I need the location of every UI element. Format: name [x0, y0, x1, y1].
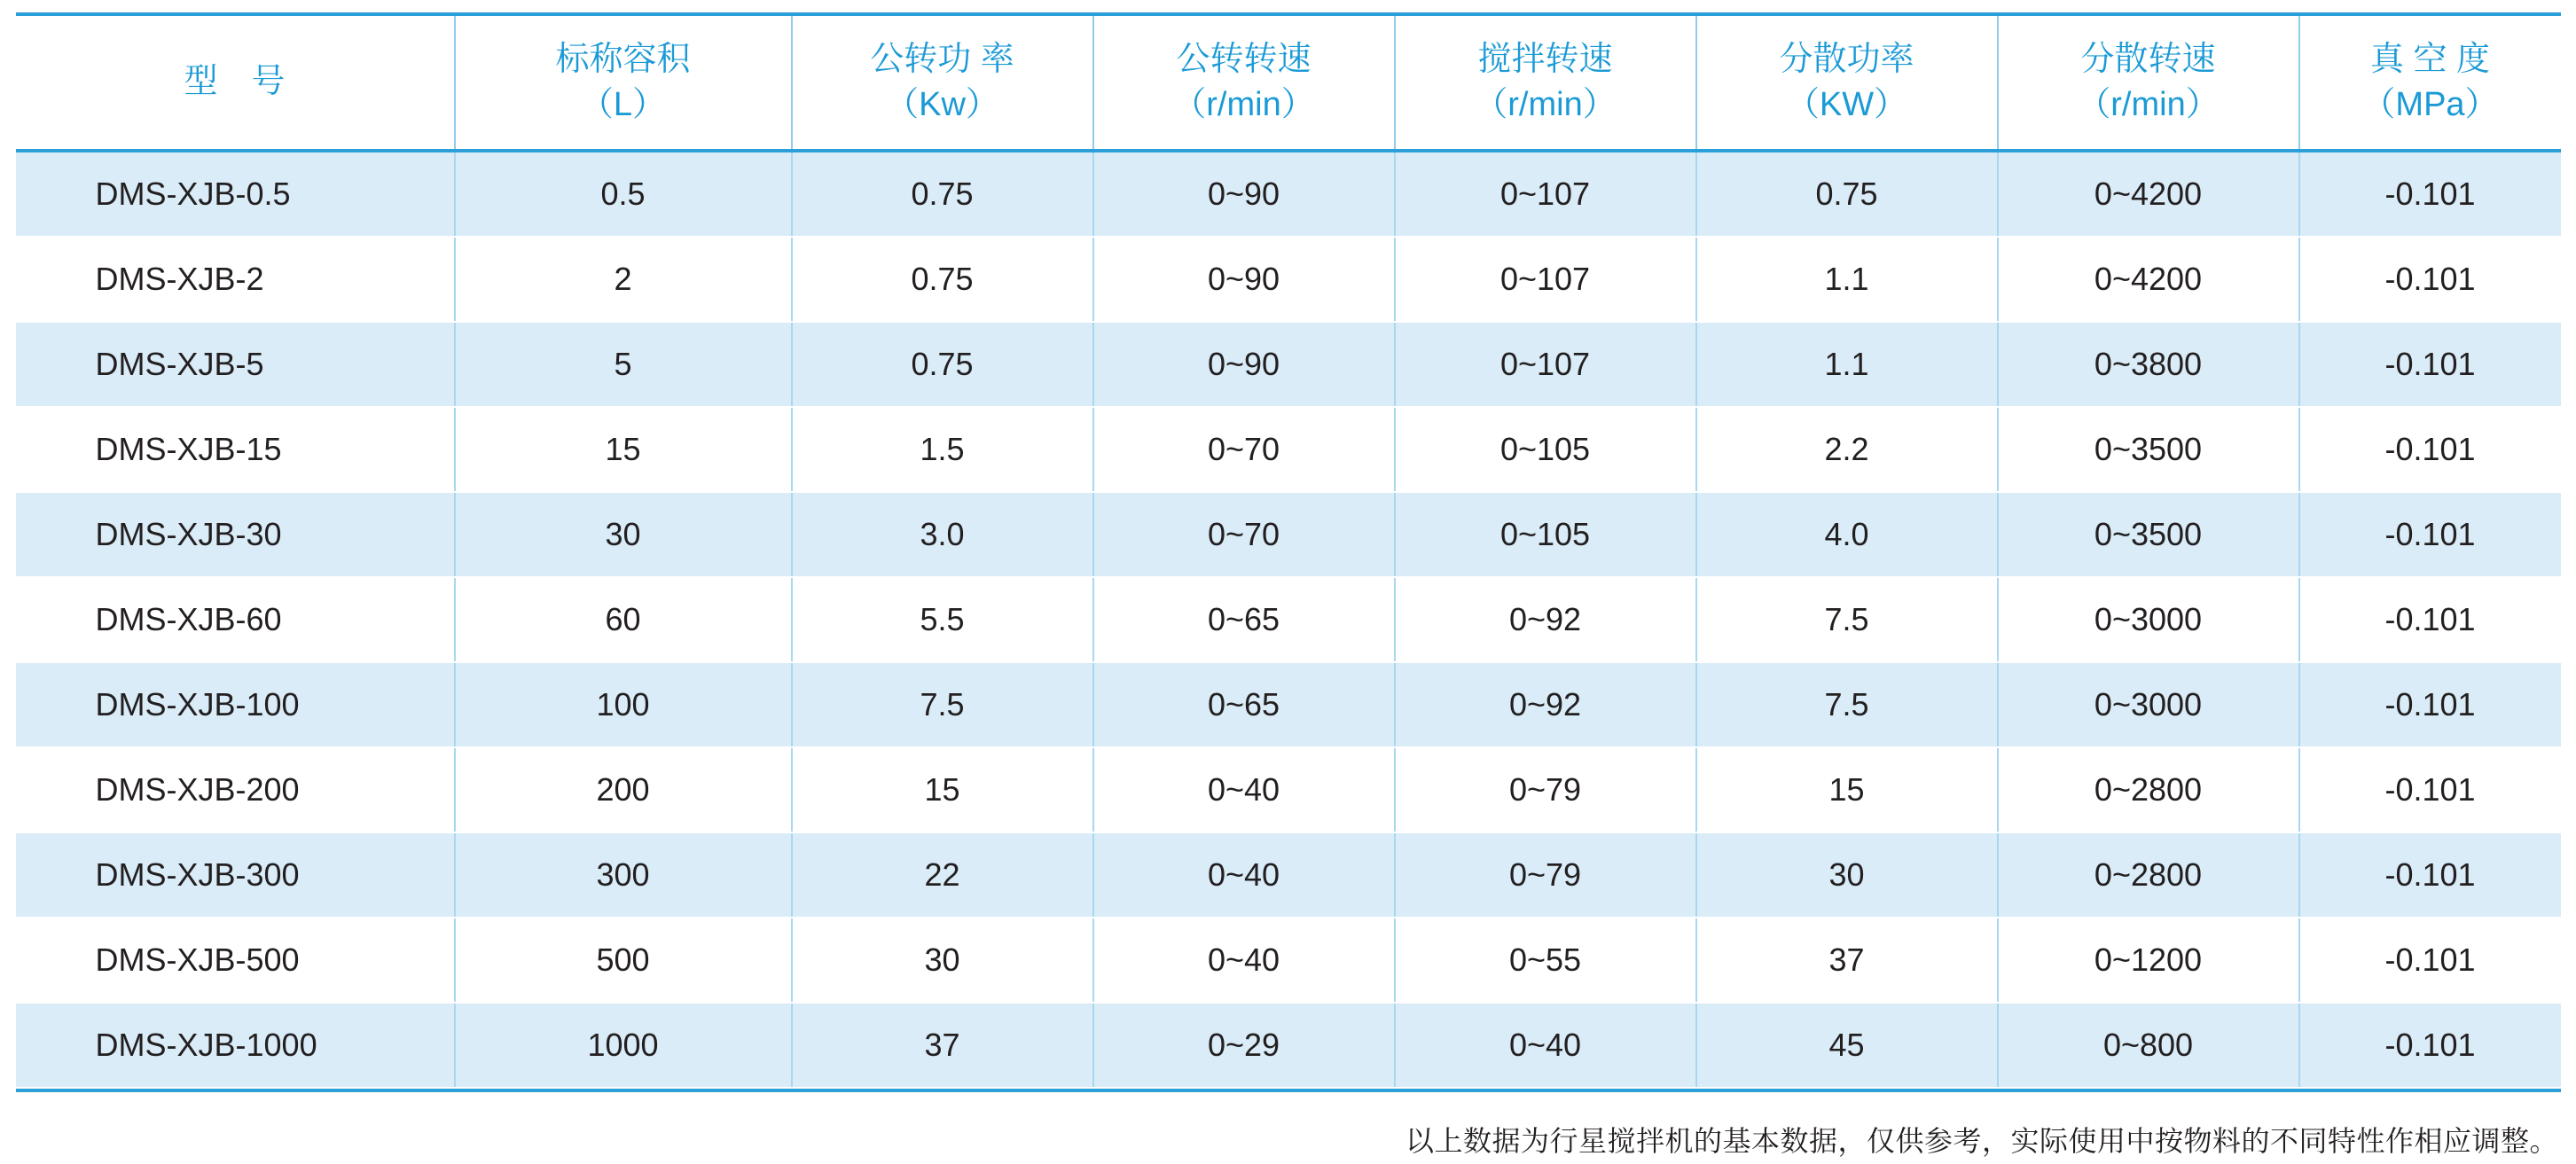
cell-mixing-speed: 0~92	[1395, 577, 1696, 662]
cell-dispersing-speed: 0~2800	[1998, 832, 2299, 918]
cell-dispersing-speed: 0~4200	[1998, 152, 2299, 237]
header-line-2: （KW）	[1785, 86, 1908, 123]
cell-revolution-speed: 0~90	[1093, 152, 1395, 237]
spec-sheet	[0, 12, 2576, 1164]
cell-dispersing-power: 1.1	[1696, 237, 1998, 322]
cell-nominal-volume: 15	[455, 407, 792, 492]
header-line-1: 标称容积	[555, 40, 691, 78]
cell-revolution-speed: 0~90	[1093, 237, 1395, 322]
cell-model: DMS-XJB-0.5	[16, 152, 455, 237]
cell-revolution-speed: 0~70	[1093, 492, 1395, 577]
table-row	[16, 322, 2561, 407]
cell-dispersing-speed: 0~3800	[1998, 322, 2299, 407]
cell-dispersing-power: 4.0	[1696, 492, 1998, 577]
cell-model: DMS-XJB-60	[16, 577, 455, 662]
cell-mixing-speed: 0~40	[1395, 1003, 1696, 1088]
table-row	[16, 492, 2561, 577]
table-bottom-rule	[16, 1089, 2561, 1092]
cell-vacuum-degree: -0.101	[2299, 407, 2561, 492]
cell-revolution-power: 37	[792, 1003, 1093, 1088]
cell-revolution-speed: 0~70	[1093, 407, 1395, 492]
cell-mixing-speed: 0~55	[1395, 918, 1696, 1003]
cell-revolution-speed: 0~40	[1093, 747, 1395, 832]
header-line-1: 搅拌转速	[1477, 40, 1613, 78]
header-line-1: 公转转速	[1176, 40, 1311, 78]
cell-nominal-volume: 30	[455, 492, 792, 577]
cell-vacuum-degree: -0.101	[2299, 918, 2561, 1003]
cell-vacuum-degree: -0.101	[2299, 662, 2561, 747]
header-line-1: 型 号	[184, 63, 286, 101]
cell-dispersing-speed: 0~4200	[1998, 237, 2299, 322]
cell-nominal-volume: 2	[455, 237, 792, 322]
cell-vacuum-degree: -0.101	[2299, 322, 2561, 407]
cell-mixing-speed: 0~107	[1395, 322, 1696, 407]
header-line-2: （Kw）	[885, 86, 999, 123]
cell-dispersing-power: 37	[1696, 918, 1998, 1003]
table-header	[16, 16, 2561, 149]
column-header-mixing-speed	[1395, 16, 1696, 149]
cell-mixing-speed: 0~107	[1395, 237, 1696, 322]
table-row	[16, 662, 2561, 747]
cell-revolution-speed: 0~40	[1093, 918, 1395, 1003]
table-row	[16, 407, 2561, 492]
cell-vacuum-degree: -0.101	[2299, 492, 2561, 577]
table-body	[16, 152, 2561, 1088]
column-header-revolution-speed	[1093, 16, 1395, 149]
table-row	[16, 577, 2561, 662]
column-header-vacuum-degree	[2299, 16, 2561, 149]
cell-revolution-power: 1.5	[792, 407, 1093, 492]
cell-revolution-power: 0.75	[792, 322, 1093, 407]
cell-model: DMS-XJB-200	[16, 747, 455, 832]
cell-dispersing-power: 15	[1696, 747, 1998, 832]
header-line-1: 真 空 度	[2369, 40, 2491, 78]
cell-model: DMS-XJB-1000	[16, 1003, 455, 1088]
cell-dispersing-speed: 0~3500	[1998, 492, 2299, 577]
cell-vacuum-degree: -0.101	[2299, 1003, 2561, 1088]
cell-nominal-volume: 60	[455, 577, 792, 662]
cell-mixing-speed: 0~105	[1395, 407, 1696, 492]
cell-nominal-volume: 0.5	[455, 152, 792, 237]
cell-dispersing-power: 45	[1696, 1003, 1998, 1088]
cell-revolution-power: 5.5	[792, 577, 1093, 662]
cell-revolution-power: 3.0	[792, 492, 1093, 577]
table-row	[16, 237, 2561, 322]
cell-dispersing-speed: 0~3000	[1998, 662, 2299, 747]
cell-dispersing-power: 2.2	[1696, 407, 1998, 492]
cell-model: DMS-XJB-5	[16, 322, 455, 407]
cell-revolution-power: 0.75	[792, 237, 1093, 322]
column-header-nominal-volume	[455, 16, 792, 149]
cell-mixing-speed: 0~79	[1395, 832, 1696, 918]
header-line-2: （MPa）	[2361, 86, 2499, 123]
cell-revolution-speed: 0~29	[1093, 1003, 1395, 1088]
header-line-2: （r/min）	[2077, 86, 2220, 123]
cell-dispersing-speed: 0~2800	[1998, 747, 2299, 832]
cell-mixing-speed: 0~105	[1395, 492, 1696, 577]
cell-dispersing-power: 1.1	[1696, 322, 1998, 407]
cell-revolution-power: 22	[792, 832, 1093, 918]
cell-dispersing-power: 7.5	[1696, 662, 1998, 747]
cell-mixing-speed: 0~79	[1395, 747, 1696, 832]
cell-mixing-speed: 0~92	[1395, 662, 1696, 747]
cell-vacuum-degree: -0.101	[2299, 152, 2561, 237]
header-line-2: （r/min）	[1474, 86, 1617, 123]
column-header-model	[16, 16, 455, 149]
header-line-2: （r/min）	[1172, 86, 1315, 123]
cell-nominal-volume: 300	[455, 832, 792, 918]
column-header-revolution-power	[792, 16, 1093, 149]
cell-dispersing-power: 30	[1696, 832, 1998, 918]
header-line-1: 分散转速	[2080, 40, 2216, 78]
header-row	[16, 16, 2561, 149]
cell-revolution-power: 30	[792, 918, 1093, 1003]
cell-nominal-volume: 100	[455, 662, 792, 747]
cell-dispersing-speed: 0~1200	[1998, 918, 2299, 1003]
cell-model: DMS-XJB-300	[16, 832, 455, 918]
column-header-dispersing-power	[1696, 16, 1998, 149]
cell-revolution-power: 15	[792, 747, 1093, 832]
cell-dispersing-power: 0.75	[1696, 152, 1998, 237]
table-row	[16, 832, 2561, 918]
specification-table	[16, 16, 2561, 149]
cell-model: DMS-XJB-15	[16, 407, 455, 492]
table-row	[16, 918, 2561, 1003]
cell-revolution-speed: 0~90	[1093, 322, 1395, 407]
cell-vacuum-degree: -0.101	[2299, 577, 2561, 662]
cell-vacuum-degree: -0.101	[2299, 747, 2561, 832]
cell-mixing-speed: 0~107	[1395, 152, 1696, 237]
cell-revolution-power: 0.75	[792, 152, 1093, 237]
table-row	[16, 747, 2561, 832]
table-row	[16, 1003, 2561, 1088]
specification-table-body	[16, 152, 2561, 1089]
table-row	[16, 152, 2561, 237]
header-line-1: 公转功 率	[870, 40, 1014, 78]
cell-nominal-volume: 5	[455, 322, 792, 407]
column-header-dispersing-speed	[1998, 16, 2299, 149]
cell-dispersing-speed: 0~800	[1998, 1003, 2299, 1088]
cell-nominal-volume: 500	[455, 918, 792, 1003]
cell-vacuum-degree: -0.101	[2299, 832, 2561, 918]
table-footnote: 以上数据为行星搅拌机的基本数据，仅供参考，实际使用中按物料的不同特性作相应调整。	[1405, 1125, 2558, 1157]
header-line-2: （L）	[579, 86, 667, 123]
cell-revolution-speed: 0~65	[1093, 577, 1395, 662]
cell-model: DMS-XJB-100	[16, 662, 455, 747]
header-line-1: 分散功率	[1779, 40, 1914, 78]
cell-nominal-volume: 200	[455, 747, 792, 832]
cell-revolution-power: 7.5	[792, 662, 1093, 747]
cell-dispersing-speed: 0~3500	[1998, 407, 2299, 492]
cell-vacuum-degree: -0.101	[2299, 237, 2561, 322]
cell-revolution-speed: 0~65	[1093, 662, 1395, 747]
cell-model: DMS-XJB-500	[16, 918, 455, 1003]
cell-revolution-speed: 0~40	[1093, 832, 1395, 918]
cell-nominal-volume: 1000	[455, 1003, 792, 1088]
cell-model: DMS-XJB-2	[16, 237, 455, 322]
cell-dispersing-power: 7.5	[1696, 577, 1998, 662]
cell-dispersing-speed: 0~3000	[1998, 577, 2299, 662]
cell-model: DMS-XJB-30	[16, 492, 455, 577]
